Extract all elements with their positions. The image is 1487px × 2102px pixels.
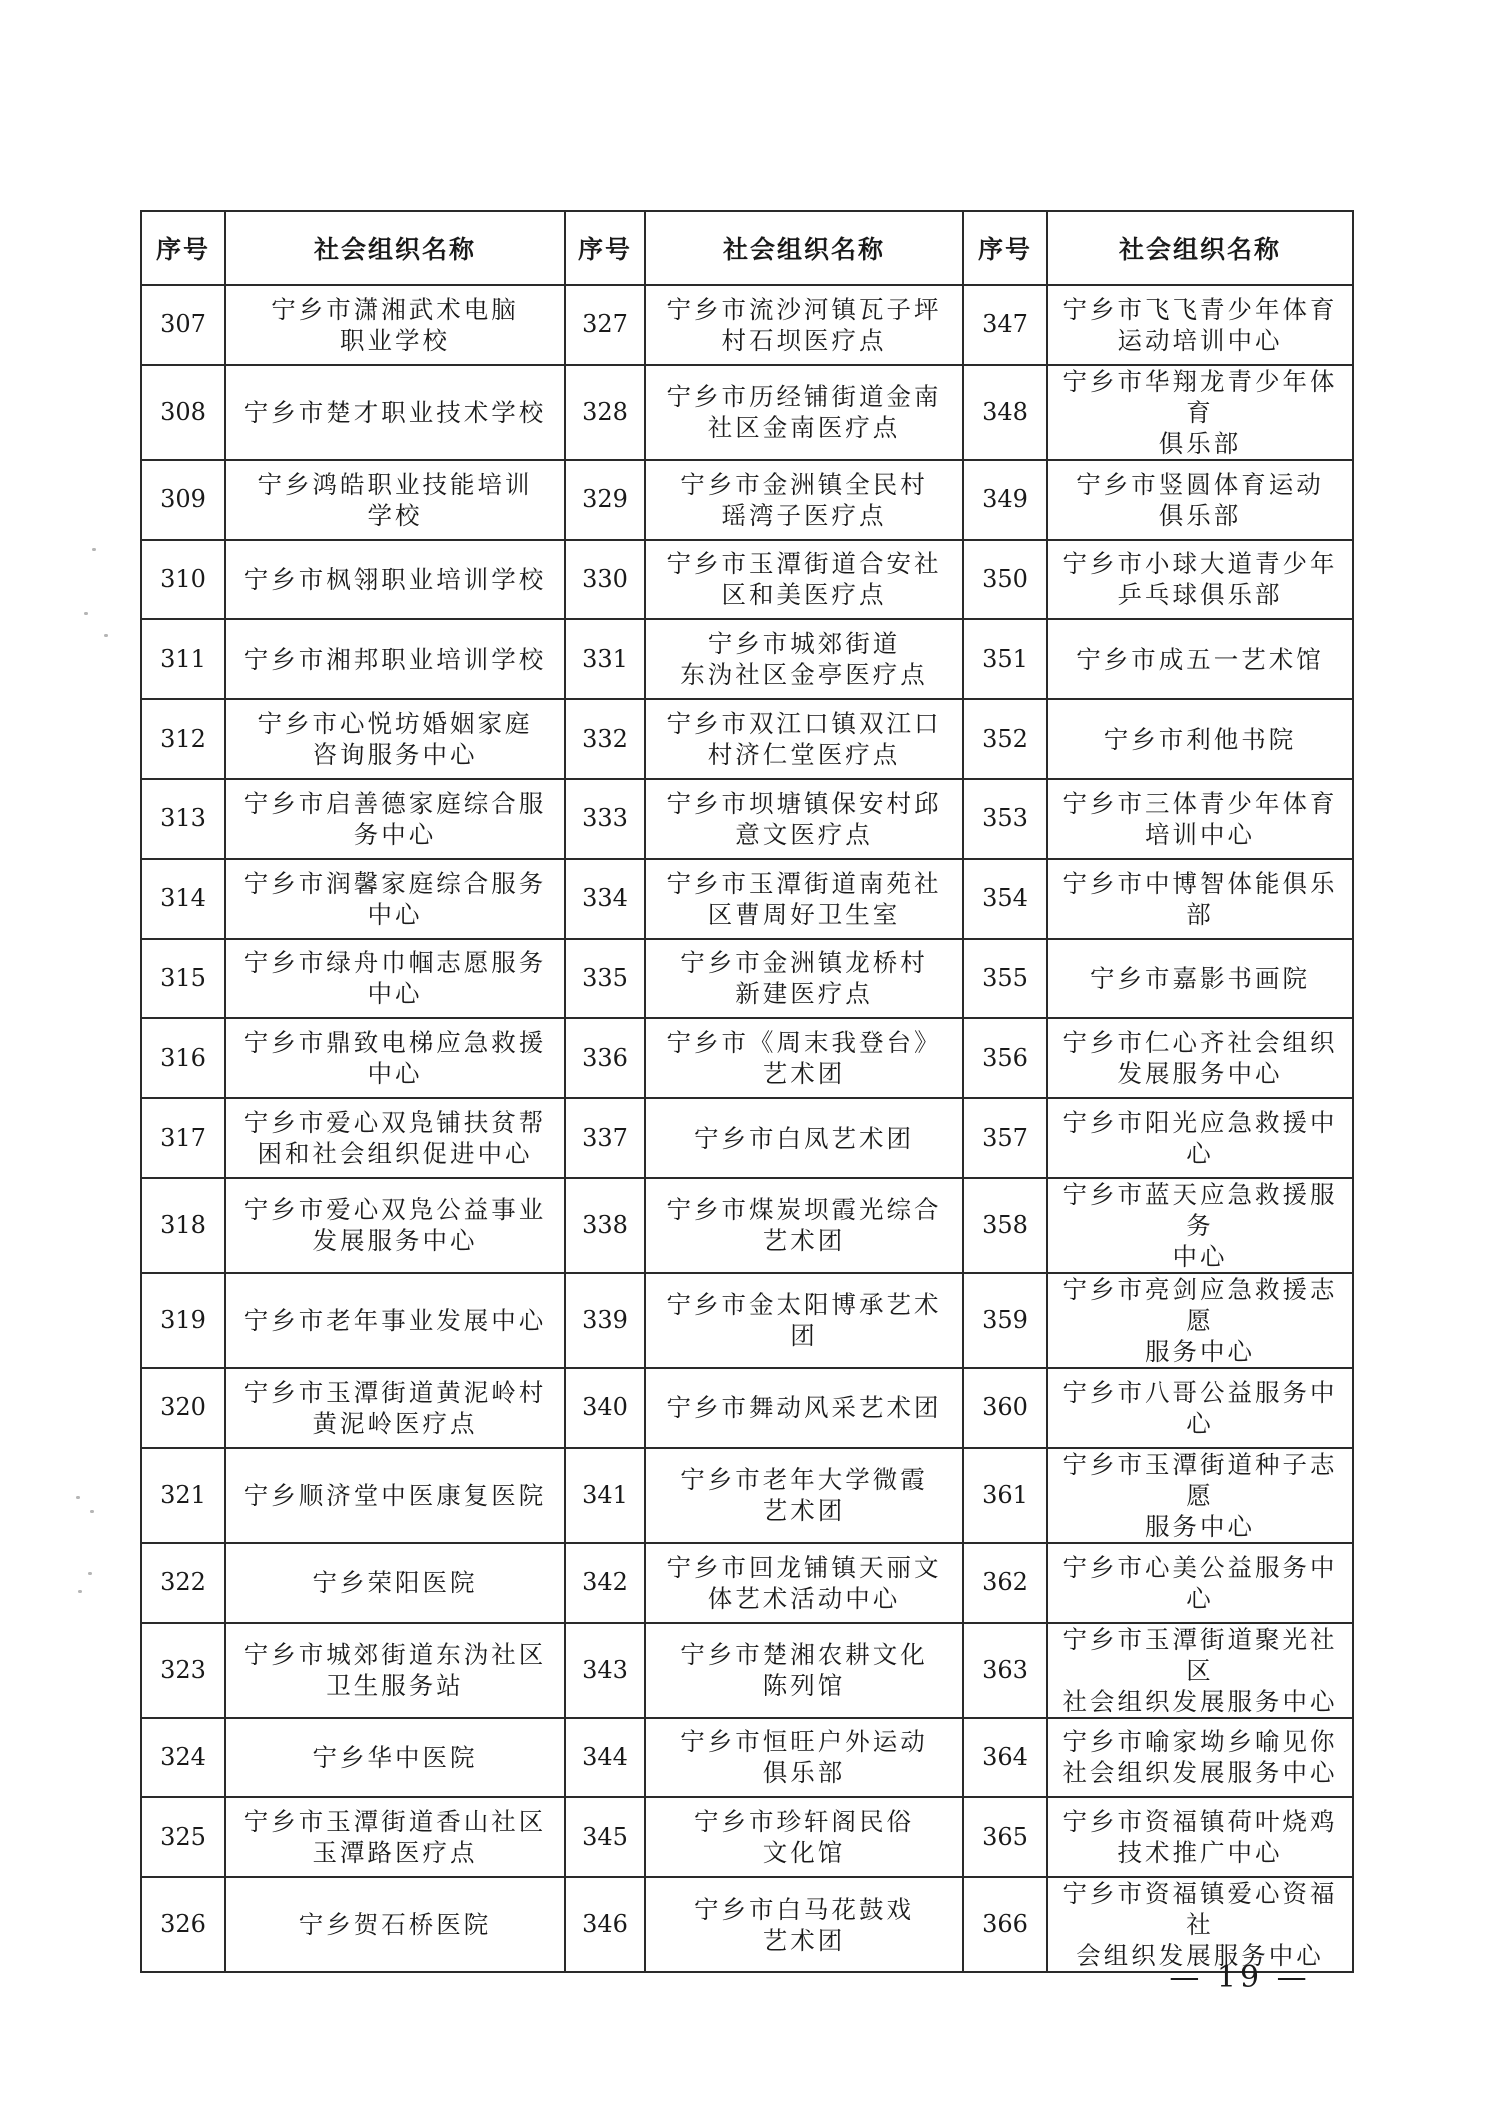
organization-name-cell: [1047, 1448, 1353, 1543]
header-organization-name: 社会组织名称: [645, 211, 963, 285]
table-header: [141, 211, 1353, 285]
organization-name-line: 东沩社区金亭医疗点: [680, 660, 928, 690]
organization-name-line: 宁乡市玉潭街道黄泥岭村: [243, 1377, 547, 1407]
organization-name-cell: [645, 1877, 963, 1972]
organization-name-cell: [1047, 285, 1353, 365]
organization-name-cell: [225, 460, 565, 540]
serial-number-cell: 326: [141, 1877, 225, 1972]
serial-number-cell: 313: [141, 779, 225, 859]
serial-number-cell: 341: [565, 1448, 645, 1543]
organization-name-line: 服务中心: [1145, 1511, 1255, 1541]
organization-name-line: 黄泥岭医疗点: [312, 1408, 478, 1438]
organization-name-line: 宁乡市城郊街道: [707, 629, 901, 659]
organization-name-cell: [645, 1718, 963, 1798]
table-row: [141, 1448, 1353, 1543]
serial-number-cell: 310: [141, 540, 225, 620]
table-row: [141, 1178, 1353, 1273]
organization-name-line: 中心: [367, 1059, 423, 1089]
scan-speck: [84, 612, 88, 615]
organization-name-line: 社会组织发展服务中心: [1062, 1686, 1338, 1716]
serial-number-cell: 327: [565, 285, 645, 365]
serial-number-cell: 338: [565, 1178, 645, 1273]
organization-name-cell: [1047, 1098, 1353, 1178]
organization-name-cell: [225, 365, 565, 460]
organization-name-line: 宁乡市八哥公益服务中心: [1062, 1377, 1338, 1438]
serial-number-cell: 364: [963, 1718, 1047, 1798]
serial-number-cell: 323: [141, 1623, 225, 1718]
organization-name-line: 宁乡市老年大学微霞: [680, 1465, 928, 1495]
organization-name-line: 中心: [367, 899, 423, 929]
organization-name-line: 宁乡市湘邦职业培训学校: [243, 644, 547, 674]
organization-name-line: 咨询服务中心: [312, 740, 478, 770]
organization-name-line: 困和社会组织促进中心: [257, 1139, 533, 1169]
organization-name-line: 宁乡市利他书院: [1103, 724, 1297, 754]
organization-name-line: 宁乡市舞动风采艺术团: [666, 1393, 942, 1423]
organization-name-cell: [645, 1797, 963, 1877]
serial-number-cell: 331: [565, 619, 645, 699]
organization-name-cell: [645, 1543, 963, 1623]
organization-name-line: 发展服务中心: [312, 1226, 478, 1256]
organization-name-line: 宁乡市启善德家庭综合服: [243, 788, 547, 818]
organization-name-line: 俱乐部: [1158, 500, 1242, 530]
organization-name-line: 运动培训中心: [1117, 325, 1283, 355]
organization-name-cell: [1047, 1718, 1353, 1798]
organization-name-cell: [225, 1178, 565, 1273]
organization-name-line: 宁乡华中医院: [312, 1742, 478, 1772]
organization-name-cell: [225, 1368, 565, 1448]
organization-name-cell: [645, 859, 963, 939]
organization-name-line: 宁乡市楚才职业技术学校: [243, 397, 547, 427]
table-body: [141, 285, 1353, 1972]
table-row: [141, 460, 1353, 540]
organization-name-cell: [225, 619, 565, 699]
organization-name-line: 宁乡顺济堂中医康复医院: [243, 1480, 547, 1510]
organization-name-cell: [1047, 540, 1353, 620]
table-row: [141, 1543, 1353, 1623]
organization-name-line: 新建医疗点: [735, 979, 873, 1009]
organization-name-line: 宁乡市《周末我登台》: [666, 1028, 942, 1058]
serial-number-cell: 317: [141, 1098, 225, 1178]
scan-speck: [78, 1590, 82, 1593]
table-row: [141, 1018, 1353, 1098]
table-row: [141, 1797, 1353, 1877]
organization-name-cell: [225, 285, 565, 365]
table-row: [141, 1273, 1353, 1368]
organization-name-line: 服务中心: [1145, 1336, 1255, 1366]
organization-name-cell: [1047, 1623, 1353, 1718]
serial-number-cell: 319: [141, 1273, 225, 1368]
organization-name-cell: [645, 1018, 963, 1098]
organization-name-cell: [1047, 1178, 1353, 1273]
serial-number-cell: 358: [963, 1178, 1047, 1273]
organization-name-line: 卫生服务站: [326, 1671, 464, 1701]
organization-name-cell: [1047, 1877, 1353, 1972]
organization-name-line: 社会组织发展服务中心: [1062, 1758, 1338, 1788]
organization-name-line: 技术推广中心: [1117, 1838, 1283, 1868]
organization-name-line: 区和美医疗点: [721, 580, 887, 610]
organization-name-cell: [1047, 699, 1353, 779]
organization-name-cell: [645, 1368, 963, 1448]
serial-number-cell: 336: [565, 1018, 645, 1098]
organization-name-line: 宁乡鸿皓职业技能培训: [257, 469, 533, 499]
table-row: [141, 699, 1353, 779]
organization-name-line: 宁乡市玉潭街道聚光社区: [1062, 1624, 1338, 1685]
organization-name-line: 社区金南医疗点: [707, 413, 901, 443]
organization-name-cell: [645, 285, 963, 365]
organization-name-cell: [225, 1797, 565, 1877]
table-row: [141, 1623, 1353, 1718]
organization-name-line: 艺术团: [762, 1059, 846, 1089]
organization-name-line: 宁乡市老年事业发展中心: [243, 1305, 547, 1335]
serial-number-cell: 321: [141, 1448, 225, 1543]
organization-name-line: 宁乡市华翔龙青少年体育: [1062, 366, 1338, 427]
organization-name-line: 宁乡市竖圆体育运动: [1076, 469, 1324, 499]
organization-name-cell: [225, 779, 565, 859]
serial-number-cell: 335: [565, 939, 645, 1019]
serial-number-cell: 307: [141, 285, 225, 365]
serial-number-cell: 349: [963, 460, 1047, 540]
serial-number-cell: 355: [963, 939, 1047, 1019]
organization-name-cell: [225, 699, 565, 779]
serial-number-cell: 339: [565, 1273, 645, 1368]
organization-name-line: 宁乡市恒旺户外运动: [680, 1727, 928, 1757]
serial-number-cell: 344: [565, 1718, 645, 1798]
organization-name-cell: [645, 365, 963, 460]
table-row: [141, 779, 1353, 859]
organization-name-line: 宁乡市玉潭街道南苑社: [666, 868, 942, 898]
organization-name-cell: [225, 1273, 565, 1368]
organization-name-line: 宁乡市楚湘农耕文化: [680, 1640, 928, 1670]
table-row: [141, 540, 1353, 620]
organization-name-line: 宁乡市成五一艺术馆: [1076, 644, 1324, 674]
organization-name-line: 区曹周好卫生室: [707, 899, 901, 929]
header-row: [141, 211, 1353, 285]
serial-number-cell: 330: [565, 540, 645, 620]
organization-name-line: 文化馆: [762, 1838, 846, 1868]
serial-number-cell: 322: [141, 1543, 225, 1623]
organization-name-line: 宁乡市白凤艺术团: [694, 1123, 914, 1153]
organization-name-line: 宁乡市金太阳博承艺术: [666, 1290, 942, 1320]
organization-name-line: 宁乡市亮剑应急救援志愿: [1062, 1274, 1338, 1335]
serial-number-cell: 311: [141, 619, 225, 699]
organization-name-cell: [1047, 619, 1353, 699]
table-row: [141, 939, 1353, 1019]
organization-name-line: 宁乡市绿舟巾帼志愿服务: [243, 948, 547, 978]
table-row: [141, 285, 1353, 365]
organization-name-cell: [645, 1098, 963, 1178]
organization-name-cell: [225, 1018, 565, 1098]
organization-name-line: 宁乡荣阳医院: [312, 1568, 478, 1598]
table-row: [141, 859, 1353, 939]
serial-number-cell: 332: [565, 699, 645, 779]
organization-name-line: 宁乡市小球大道青少年: [1062, 549, 1338, 579]
organization-name-line: 意文医疗点: [735, 819, 873, 849]
organization-name-line: 宁乡市枫翎职业培训学校: [243, 564, 547, 594]
organization-name-line: 宁乡市流沙河镇瓦子坪: [666, 294, 942, 324]
organization-name-cell: [225, 1877, 565, 1972]
serial-number-cell: 346: [565, 1877, 645, 1972]
page-number: — 19 —: [1169, 1960, 1311, 1995]
organization-name-cell: [645, 779, 963, 859]
organization-name-cell: [645, 619, 963, 699]
organization-name-cell: [1047, 365, 1353, 460]
serial-number-cell: 350: [963, 540, 1047, 620]
organization-name-cell: [225, 1448, 565, 1543]
organization-name-line: 宁乡市金洲镇全民村: [680, 469, 928, 499]
organization-name-line: 瑶湾子医疗点: [721, 500, 887, 530]
organization-name-line: 俱乐部: [1158, 428, 1242, 458]
organization-name-cell: [225, 859, 565, 939]
table-row: [141, 1877, 1353, 1972]
organization-name-line: 艺术团: [762, 1496, 846, 1526]
organization-name-line: 宁乡市潇湘武术电脑: [271, 294, 519, 324]
organization-name-cell: [645, 1273, 963, 1368]
serial-number-cell: 318: [141, 1178, 225, 1273]
organization-name-cell: [1047, 859, 1353, 939]
organization-name-cell: [1047, 1273, 1353, 1368]
table-row: [141, 619, 1353, 699]
organization-name-line: 体艺术活动中心: [707, 1583, 901, 1613]
organization-name-cell: [645, 540, 963, 620]
organization-name-line: 陈列馆: [762, 1671, 846, 1701]
serial-number-cell: 315: [141, 939, 225, 1019]
organization-name-line: 宁乡市蓝天应急救援服务: [1062, 1179, 1338, 1240]
organization-name-cell: [1047, 460, 1353, 540]
organization-name-line: 宁乡市回龙铺镇天丽文: [666, 1552, 942, 1582]
organization-name-line: 艺术团: [762, 1925, 846, 1955]
serial-number-cell: 363: [963, 1623, 1047, 1718]
organization-name-line: 村济仁堂医疗点: [707, 740, 901, 770]
organization-name-line: 中心: [1172, 1241, 1228, 1271]
scan-speck: [104, 634, 108, 637]
organization-name-line: 发展服务中心: [1117, 1059, 1283, 1089]
serial-number-cell: 316: [141, 1018, 225, 1098]
organization-name-line: 会组织发展服务中心: [1076, 1941, 1324, 1971]
organization-name-line: 宁乡市心悦坊婚姻家庭: [257, 709, 533, 739]
organization-name-line: 职业学校: [340, 325, 450, 355]
organization-name-line: 宁乡市资福镇荷叶烧鸡: [1062, 1807, 1338, 1837]
organization-name-cell: [645, 460, 963, 540]
organization-name-line: 宁乡市资福镇爱心资福社: [1062, 1879, 1338, 1940]
organization-name-cell: [1047, 939, 1353, 1019]
serial-number-cell: 348: [963, 365, 1047, 460]
organization-name-cell: [225, 1623, 565, 1718]
serial-number-cell: 354: [963, 859, 1047, 939]
organization-name-line: 宁乡市白马花鼓戏: [694, 1894, 914, 1924]
organization-name-line: 艺术团: [762, 1226, 846, 1256]
organization-name-line: 中心: [367, 979, 423, 1009]
organization-name-line: 宁乡市玉潭街道种子志愿: [1062, 1449, 1338, 1510]
serial-number-cell: 352: [963, 699, 1047, 779]
organization-name-line: 务中心: [353, 819, 437, 849]
serial-number-cell: 337: [565, 1098, 645, 1178]
organization-name-line: 宁乡市阳光应急救援中心: [1062, 1108, 1338, 1169]
serial-number-cell: 333: [565, 779, 645, 859]
serial-number-cell: 340: [565, 1368, 645, 1448]
serial-number-cell: 328: [565, 365, 645, 460]
organization-name-cell: [225, 1543, 565, 1623]
organization-name-line: 宁乡市玉潭街道香山社区: [243, 1807, 547, 1837]
serial-number-cell: 361: [963, 1448, 1047, 1543]
organization-name-line: 村石坝医疗点: [721, 325, 887, 355]
scan-speck: [88, 1572, 92, 1575]
serial-number-cell: 314: [141, 859, 225, 939]
organization-name-line: 宁乡市仁心齐社会组织: [1062, 1028, 1338, 1058]
organization-name-cell: [645, 1448, 963, 1543]
serial-number-cell: 312: [141, 699, 225, 779]
organization-name-cell: [225, 939, 565, 1019]
serial-number-cell: 345: [565, 1797, 645, 1877]
serial-number-cell: 356: [963, 1018, 1047, 1098]
organization-name-cell: [1047, 779, 1353, 859]
scan-speck: [92, 548, 96, 551]
organization-name-line: 宁乡市三体青少年体育: [1062, 788, 1338, 818]
organization-name-line: 宁乡市润馨家庭综合服务: [243, 868, 547, 898]
organization-name-line: 宁乡市城郊街道东沩社区: [243, 1640, 547, 1670]
organization-name-line: 团: [790, 1321, 818, 1351]
header-serial-number: 序号: [141, 211, 225, 285]
organization-name-line: 宁乡市历经铺街道金南: [666, 382, 942, 412]
organization-name-line: 宁乡市鼎致电梯应急救援: [243, 1028, 547, 1058]
organization-name-cell: [1047, 1543, 1353, 1623]
organization-name-cell: [1047, 1368, 1353, 1448]
table-row: [141, 1368, 1353, 1448]
serial-number-cell: 334: [565, 859, 645, 939]
organization-name-line: 学校: [367, 500, 423, 530]
table-row: [141, 365, 1353, 460]
organization-name-line: 宁乡市煤炭坝霞光综合: [666, 1195, 942, 1225]
organization-table: [140, 210, 1354, 1973]
serial-number-cell: 329: [565, 460, 645, 540]
organization-name-line: 宁乡市飞飞青少年体育: [1062, 294, 1338, 324]
organization-name-line: 宁乡市爱心双凫公益事业: [243, 1195, 547, 1225]
serial-number-cell: 359: [963, 1273, 1047, 1368]
organization-name-line: 宁乡市金洲镇龙桥村: [680, 948, 928, 978]
serial-number-cell: 324: [141, 1718, 225, 1798]
organization-name-line: 乒乓球俱乐部: [1117, 580, 1283, 610]
organization-name-line: 宁乡市珍轩阁民俗: [694, 1807, 914, 1837]
serial-number-cell: 353: [963, 779, 1047, 859]
table-row: [141, 1098, 1353, 1178]
organization-name-cell: [1047, 1018, 1353, 1098]
table-row: [141, 1718, 1353, 1798]
organization-name-line: 宁乡市中博智体能俱乐部: [1062, 868, 1338, 929]
organization-name-line: 宁乡市坝塘镇保安村邱: [666, 788, 942, 818]
organization-name-line: 培训中心: [1145, 819, 1255, 849]
header-organization-name: 社会组织名称: [1047, 211, 1353, 285]
header-organization-name: 社会组织名称: [225, 211, 565, 285]
organization-name-cell: [225, 540, 565, 620]
serial-number-cell: 325: [141, 1797, 225, 1877]
organization-name-cell: [1047, 1797, 1353, 1877]
organization-name-line: 宁乡贺石桥医院: [298, 1910, 492, 1940]
serial-number-cell: 360: [963, 1368, 1047, 1448]
serial-number-cell: 343: [565, 1623, 645, 1718]
organization-name-line: 宁乡市玉潭街道合安社: [666, 549, 942, 579]
organization-name-cell: [645, 1178, 963, 1273]
header-serial-number: 序号: [565, 211, 645, 285]
serial-number-cell: 309: [141, 460, 225, 540]
serial-number-cell: 365: [963, 1797, 1047, 1877]
scan-speck: [76, 1496, 80, 1499]
serial-number-cell: 351: [963, 619, 1047, 699]
serial-number-cell: 320: [141, 1368, 225, 1448]
serial-number-cell: 366: [963, 1877, 1047, 1972]
serial-number-cell: 362: [963, 1543, 1047, 1623]
scan-speck: [90, 1510, 94, 1513]
organization-name-line: 宁乡市心美公益服务中心: [1062, 1552, 1338, 1613]
organization-name-cell: [645, 699, 963, 779]
organization-name-line: 宁乡市爱心双凫铺扶贫帮: [243, 1108, 547, 1138]
organization-name-line: 玉潭路医疗点: [312, 1838, 478, 1868]
organization-name-cell: [645, 1623, 963, 1718]
serial-number-cell: 357: [963, 1098, 1047, 1178]
serial-number-cell: 347: [963, 285, 1047, 365]
organization-name-line: 俱乐部: [762, 1758, 846, 1788]
serial-number-cell: 308: [141, 365, 225, 460]
serial-number-cell: 342: [565, 1543, 645, 1623]
organization-name-line: 宁乡市嘉影书画院: [1090, 963, 1310, 993]
organization-name-cell: [225, 1718, 565, 1798]
organization-name-cell: [225, 1098, 565, 1178]
organization-name-cell: [645, 939, 963, 1019]
organization-name-line: 宁乡市喻家坳乡喻见你: [1062, 1727, 1338, 1757]
organization-name-line: 宁乡市双江口镇双江口: [666, 709, 942, 739]
header-serial-number: 序号: [963, 211, 1047, 285]
